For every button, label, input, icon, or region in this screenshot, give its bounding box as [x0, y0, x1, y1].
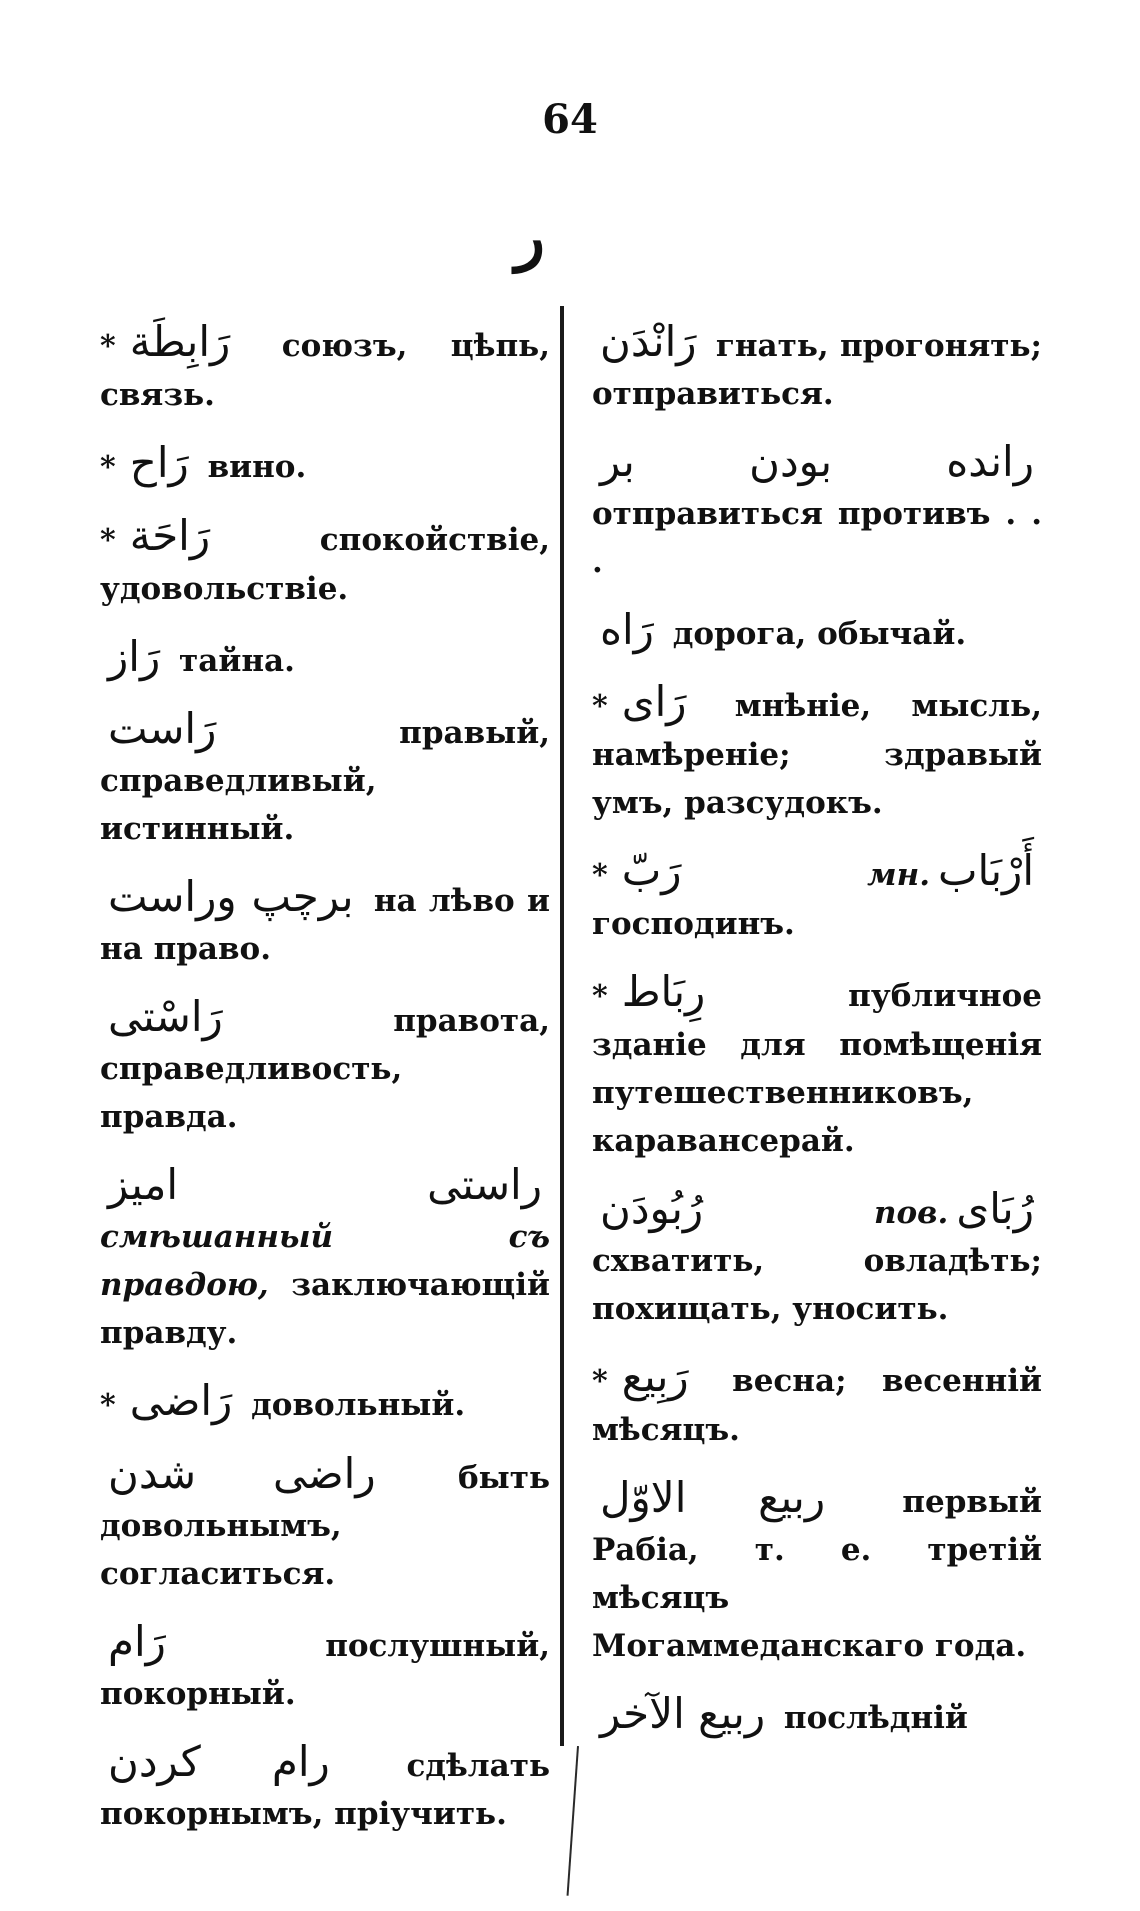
arabic-headword: رَاسْتى — [108, 992, 223, 1041]
italic-note: мн. — [867, 857, 931, 893]
arabic-headword: راستى اميز — [108, 1160, 542, 1209]
dictionary-entry — [100, 873, 550, 973]
dictionary-entry — [100, 1377, 550, 1430]
entry-definition: схватить, овладѣть; похищать, уносить. — [592, 1243, 1042, 1327]
right-column — [592, 318, 1042, 1762]
arabic-headword: رُبُودَن — [600, 1184, 704, 1233]
dictionary-entry — [100, 633, 550, 685]
arabic-headword: راضى شدن — [108, 1449, 376, 1498]
entry-definition: правый, справедливый, истинный. — [100, 715, 550, 847]
arabic-variant: أَرْبَاب — [938, 846, 1034, 895]
entry-definition: довольный. — [251, 1387, 466, 1423]
dictionary-entry — [100, 512, 550, 613]
dictionary-entry — [100, 1450, 550, 1598]
entry-definition: гнать, прогонять; отправиться. — [592, 328, 1042, 412]
entry-star: * — [592, 689, 608, 724]
dictionary-entry — [592, 606, 1042, 658]
dictionary-entry — [100, 1161, 550, 1357]
entry-definition: публичное зданіе для помѣщенія путешественниковъ, каравансерай. — [592, 978, 1042, 1159]
entry-definition: правота, справедливость, правда. — [100, 1003, 550, 1135]
dictionary-entry — [100, 1618, 550, 1718]
dictionary-entry — [592, 678, 1042, 827]
entry-definition: заключающій правду. — [100, 1267, 550, 1351]
entry-star: * — [100, 523, 116, 558]
arabic-headword: رَاى — [621, 677, 687, 726]
arabic-headword: رَبِيع — [621, 1352, 689, 1401]
dictionary-entry — [592, 1353, 1042, 1454]
left-column — [100, 318, 550, 1858]
dictionary-entry — [592, 968, 1042, 1165]
page-number: 64 — [542, 96, 598, 143]
arabic-headword: ربيع الآخر — [600, 1689, 766, 1738]
arabic-headword: ربيع الاوّل — [600, 1473, 826, 1522]
italic-note: смѣшанный съ правдою, — [100, 1219, 550, 1303]
entry-definition: союзъ, цѣпь, связь. — [100, 328, 550, 413]
dictionary-entry — [100, 1738, 550, 1838]
dictionary-entry — [100, 993, 550, 1141]
entry-definition: первый Рабіа, т. е. третій мѣсяцъ Могаммеданскаго года. — [592, 1484, 1042, 1664]
arabic-headword: رَابِطَة — [129, 317, 231, 366]
arabic-headword: رَاست — [108, 704, 217, 753]
entry-definition: господинъ. — [592, 906, 795, 942]
entry-star: * — [100, 1388, 116, 1423]
arabic-headword: رانده بودن بر — [600, 437, 1034, 486]
dictionary-entry — [592, 1690, 1042, 1742]
arabic-headword: رَاز — [108, 632, 161, 681]
entry-definition: быть довольнымъ, согласиться. — [100, 1460, 550, 1592]
arabic-headword: رَبّ — [621, 846, 682, 895]
entry-definition: дорога, обычай. — [672, 616, 967, 652]
dictionary-entry — [100, 439, 550, 492]
entry-definition: вино. — [207, 449, 307, 485]
dictionary-entry — [592, 438, 1042, 586]
entry-definition: на лѣво и на право. — [100, 883, 550, 967]
dictionary-entry — [100, 318, 550, 419]
entry-definition: послушный, покорный. — [100, 1628, 550, 1712]
arabic-headword: رَاضى — [129, 1376, 233, 1425]
entry-definition: послѣдній — [783, 1700, 968, 1736]
dictionary-entry — [592, 318, 1042, 418]
entry-definition: весна; весенній мѣсяцъ. — [592, 1363, 1042, 1448]
entry-definition: мнѣніе, мысль, намѣреніе; здравый умъ, разсудокъ. — [592, 688, 1042, 821]
entry-definition: отправиться противъ . . . — [592, 496, 1042, 580]
entry-definition: спокойствіе, удовольствіе. — [100, 522, 550, 607]
column-divider — [560, 306, 564, 1746]
column-divider-tail — [567, 1746, 579, 1896]
arabic-headword: رام كردن — [108, 1737, 330, 1786]
dictionary-entry — [592, 1474, 1042, 1670]
italic-note: пов. — [873, 1195, 949, 1231]
entry-star: * — [592, 979, 608, 1014]
dictionary-entry — [592, 847, 1042, 948]
arabic-headword: رِبَاط — [621, 967, 706, 1016]
entry-star: * — [592, 1364, 608, 1399]
arabic-headword: رَاحَة — [129, 511, 211, 560]
entry-definition: тайна. — [179, 643, 295, 679]
entry-star: * — [592, 858, 608, 893]
dictionary-entry — [592, 1185, 1042, 1333]
arabic-headword: رَاح — [129, 438, 189, 487]
arabic-variant: رُبَاى — [956, 1184, 1034, 1233]
section-letter: ر — [515, 200, 545, 273]
entry-star: * — [100, 329, 116, 364]
arabic-headword: رَاه — [600, 605, 654, 654]
arabic-headword: رَام — [108, 1617, 166, 1666]
entry-star: * — [100, 450, 116, 485]
arabic-headword: رَانْدَن — [600, 317, 697, 366]
arabic-headword: برچپ وراست — [108, 872, 354, 921]
entry-definition: сдѣлать покорнымъ, пріучить. — [100, 1748, 550, 1832]
dictionary-entry — [100, 705, 550, 853]
